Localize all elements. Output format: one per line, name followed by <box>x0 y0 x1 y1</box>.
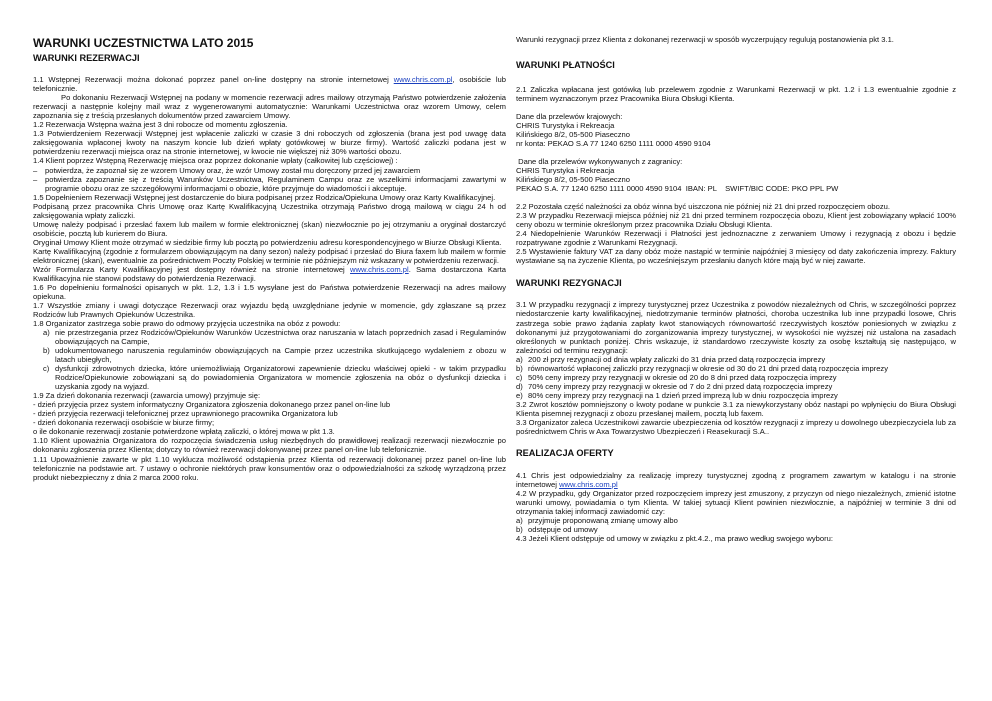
bank-line: Kilińskiego 8/2, 05-500 Piaseczno <box>516 130 630 140</box>
document-title: WARUNKI UCZESTNICTWA LATO 2015 <box>33 36 254 50</box>
paragraph-1-5d: Oryginał Umowy Klient może otrzymać w siedzibie firmy lub pocztą po potwierdzeniu adresu korespondencyjnego w Biurze Obsługi Klienta. <box>33 237 502 247</box>
paragraph-4-2: 4.2 W przypadku, gdy Organizator przed rozpoczęciem imprezy jest zmuszony, z przyczyn od niego niezależnych, zmienić istotne warunki umowy, powiadamia o tym Klienta. W takiej sytuacji Klient powinien niezwłocznie, a najpóźniej w terminie 3 dni od otrzymania takiej informacji zawiadomić czy: <box>516 488 956 516</box>
paragraph-1-6: 1.6 Po dopełnieniu formalności opisanych w pkt. 1.2, 1.3 i 1.5 wysyłane jest do Państwa potwierdzenie Rezerwacji na adres mailowy opiekuna. <box>33 282 506 301</box>
paragraph-1-2: 1.2 Rezerwacja Wstępna ważna jest 3 dni robocze od momentu zgłoszenia. <box>33 120 288 130</box>
website-link[interactable]: www.chris.com.pl <box>350 264 409 274</box>
paragraph-1-5c: Umowę należy podpisać i przesłać faxem lub mailem w formie elektronicznej (skan) niezwłocznie po jej otrzymaniu a oryginał dostarczyć osobiście, pocztą lub kurierem do Biura. <box>33 219 506 238</box>
left-column <box>33 0 506 482</box>
website-link[interactable]: www.chris.com.pl <box>559 479 618 489</box>
paragraph-1-3: 1.3 Potwierdzeniem Rezerwacji Wstępnej jest wpłacenie zaliczki w czasie 3 dni roboczych od zgłoszenia (brana jest pod uwagę data zaksięgowania wpłaconej kwoty na naszym koncie lub dzień wpłaty gotówkowej w biurze firmy). Wartość zaliczki podana jest w potwierdzeniu rezerwacji miejsca oraz na stronie internetowej, w kwocie nie większej niż 30% wartości obozu. <box>33 129 506 157</box>
paragraph-2-4: 2.4 Niedopełnienie Warunków Rezerwacji i Płatności jest jednoznaczne z zerwaniem Umowy i rezygnacją z obozu i będzie rozpatrywane zgodnie z Warunkami Rezygnacji. <box>516 229 956 248</box>
paragraph-1-11: 1.11 Upoważnienie zawarte w pkt 1.10 wyklucza możliwość odstąpienia przez Klienta od rezerwacji dokonanej przez panel on-line lub telefonicznie na podstawie art. 7 ustawy o ochronie niektórych praw konsumentów oraz o odpowiedzialności za szkodę wyrządzoną przez produkt niebezpieczny z dnia 2 marca 2000 roku. <box>33 454 506 482</box>
paragraph-1-8: 1.8 Organizator zastrzega sobie prawo do odmowy przyjęcia uczestnika na obóz z powodu: <box>33 319 341 329</box>
intro-rezygnacja-note: Warunki rezygnacji przez Klienta z dokonanej rezerwacji w sposób wyczerpujący regulują postanowienia pkt 3.1. <box>516 35 894 44</box>
list-item: c) 50% ceny imprezy przy rezygnacji w okresie od 20 do 8 dni przed datą rozpoczęcia imprezy <box>516 372 837 382</box>
bank-line: Dane dla przelewów wykonywanych z zagranicy: <box>516 157 683 167</box>
paragraph-1-7: 1.7 Wszystkie zmiany i uwagi dotyczące Rezerwacji oraz wyjazdu będą uwzględniane jedynie w momencie, gdy zgłaszane są przez Rodziców lub Prawnych Opiekunów Uczestnika. <box>33 300 506 320</box>
paragraph-1-9: 1.9 Za dzień dokonania rezerwacji (zawarcia umowy) przyjmuje się: <box>33 391 261 401</box>
paragraph-1-5b: Podpisaną przez pracownika Chris Umowę oraz Kartę Kwalifikacyjną Uczestnika otrzymają Państwo drogą mailową w ciągu 24 h od zaksięgowania wpłaty zaliczki. <box>33 201 506 220</box>
bank-line: Dane dla przelewów krajowych: <box>516 112 623 122</box>
list-item: a) nie przestrzegania przez Rodziców/Opiekunów Warunków Uczestnictwa oraz naruszania w latach poprzednich zasad i Regulaminów obowiązujących na Campie, <box>43 328 506 347</box>
paragraph-1-10: 1.10 Klient upoważnia Organizatora do rozpoczęcia świadczenia usług niezbędnych do prawidłowej realizacji rezerwacji niezwłocznie po dokonaniu zgłoszenia przez Klienta; dotyczy to również rezerwacji dokonywanej przez panel on-line lub telefonicznie. <box>33 436 506 455</box>
list-line: - dzień przyjęcia rezerwacji telefonicznej przez uprawnionego pracownika Organizatora lub <box>33 409 338 419</box>
right-column <box>516 0 956 543</box>
list-line: o ile dokonanie rezerwacji zostanie potwierdzone wpłatą zaliczki, o której mowa w pkt 1.3. <box>33 427 335 437</box>
paragraph-2-1: 2.1 Zaliczka wpłacana jest gotówką lub przelewem zgodnie z Warunkami Rezerwacji w pkt. 1.2 i 1.3 ewentualnie zgodnie z terminem wyznaczonym przez Pracownika Biura Obsługi Klienta. <box>516 84 956 103</box>
paragraph-3-3: 3.3 Organizator zaleca Uczestnikowi zawarcie ubezpieczenia od kosztów rezygnacji z imprezy u dowolnego ubezpieczyciela lub za pośrednictwem Chris w Axa Towarzystwo Ubezpieczeń i Reasekuracji S.A.. <box>516 417 956 436</box>
website-link[interactable]: www.chris.com.pl <box>393 75 453 85</box>
section-heading-platnosci: WARUNKI PŁATNOŚCI <box>516 60 615 71</box>
paragraph-3-2: 3.2 Zwrot kosztów pomniejszony o kwoty podane w punkcie 3.1 za niewykorzystany obóz nastąpi po wpłynięciu do Biura Obsługi Klienta pisemnej rezygnacji z obozu przesłanej mailem, pocztą lub faxem. <box>516 399 956 418</box>
bank-line: PEKAO S.A. 77 1240 6250 1111 0000 4590 9104 IBAN: PL SWIFT/BIC CODE: PKO PPL PW <box>516 184 839 194</box>
paragraph-1-5e: Kartę Kwalifikacyjną (zgodnie z formularzem obowiązującym na dany sezon) należy podpisać i przesłać do Biura faxem lub mailem w formie elektronicznej (skan), ewentualnie za pośrednictwem Poczty Polskiej w terminie nie późniejszym niż wskazany w potwierdzeniu rezerwacji. <box>33 246 506 265</box>
section-heading-realizacja: REALIZACJA OFERTY <box>516 447 614 458</box>
list-line: - dzień dokonania rezerwacji osobiście w biurze firmy; <box>33 418 215 428</box>
list-line: - dzień przyjęcia przez system informatyczny Organizatora zgłoszenia dokonanego przez panel on-line lub <box>33 400 391 410</box>
paragraph-1-1: 1.1 Wstępnej Rezerwacji można dokonać poprzez panel on-line dostępny na stronie internetowej www.chris.com.pl, osobiście lub telefonicznie. <box>33 75 507 94</box>
dash-item-1: – potwierdza, że zapoznał się ze wzorem Umowy oraz, że wzór Umowy został mu doręczony przed jej zawarciem <box>33 166 506 175</box>
list-item: b) równowartość wpłaconej zaliczki przy rezygnacji w okresie od 30 do 21 dni przed datą rozpoczęcia imprezy <box>516 363 889 373</box>
list-item: a) 200 zł przy rezygnacji od dnia wpłaty zaliczki do 31 dnia przed datą rozpoczęcia imprezy <box>516 354 826 364</box>
paragraph-1-5: 1.5 Dopełnieniem Rezerwacji Wstępnej jest dostarczenie do biura podpisanej przez Rodzica/Opiekuna Umowy oraz Karty Kwalifikacyjnej. <box>33 192 496 202</box>
bank-line: Kilińskiego 8/2, 05-500 Piaseczno <box>516 175 630 185</box>
section-heading-rezerwacji: WARUNKI REZERWACJI <box>33 53 140 64</box>
paragraph-2-2: 2.2 Pozostała część należności za obóz winna być uiszczona nie później niż 21 dni przed rozpoczęciem obozu. <box>516 202 890 212</box>
list-item: a) przyjmuje proponowaną zmianę umowy albo <box>516 516 678 525</box>
section-heading-rezygnacji: WARUNKI REZYGNACJI <box>516 277 622 288</box>
list-item: e) 80% ceny imprezy przy rezygnacji na 1 dzień przed imprezą lub w dniu rozpoczęcia imprezy <box>516 390 838 400</box>
paragraph-4-3: 4.3 Jeżeli Klient odstępuje od umowy w związku z pkt.4.2., ma prawo według swojego wyboru: <box>516 534 833 544</box>
list-item: b) udokumentowanego naruszenia regulaminów obowiązujących na Campie przez uczestnika skutkującego wydaleniem z obozu w latach ubiegłych, <box>43 346 506 365</box>
paragraph-2-3: 2.3 W przypadku Rezerwacji miejsca później niż 21 dni przed terminem rozpoczęcia obozu, Klient jest zobowiązany wpłacić 100% ceny obozu w terminie określonym przez pracownika Działu Obsługi Klienta. <box>516 211 956 230</box>
paragraph-2-5: 2.5 Wystawienie faktury VAT za dany obóz może nastąpić w terminie najpóźniej 3 miesięcy od daty zakończenia imprezy. Faktury wystawiane są na życzenie Klienta, po wcześniejszym przesłaniu danych które mają być w niej zawarte. <box>516 247 956 266</box>
list-item: b) odstępuje od umowy <box>516 525 598 535</box>
bank-line: CHRIS Turystyka i Rekreacja <box>516 166 615 176</box>
paragraph-3-1: 3.1 W przypadku rezygnacji z imprezy turystycznej przez Uczestnika z powodów niezależnych od Chris, w szczególności poprzez niedostarczenie karty kwalifikacyjnej, niedotrzymanie terminów płatności, choroba uczestnika lub inne przypadki losowe, Chris zastrzega sobie prawo żądania zapłaty kwot stanowiących równowartość rzeczywistych kosztów poniesionych w związku z dokonanymi już przygotowaniami do zorganizowania imprezy turystycznej, w wysokości nie wyższej niż ustalona na zasadach określonych w punktach poniżej. Chris wskazuje, iż standardowo rzeczywiste koszty za osobę kształtują się następująco, w zależności od terminu rezygnacji: <box>516 300 956 355</box>
list-item: c) dysfunkcji zdrowotnych dziecka, które uniemożliwiają Organizatorowi zapewnienie dziecku właściwej opieki - w takim przypadku Rodzice/Opiekunowie zobowiązani są do powiadomienia Organizatora w momencie zgłoszenia na obóz o dysfunkcji dziecka i uzyskania zgody na wyjazd. <box>43 364 506 392</box>
dash-item-2: – potwierdza zapoznanie się z treścią Warunków Uczestnictwa, Regulaminem Campu oraz ze wszelkimi informacjami zawartymi w programie obozu oraz ze szczegółowymi informacjami o obozie, które przyjmuje do wiadomości i akceptuje. <box>33 175 506 193</box>
paragraph-1-4: 1.4 Klient poprzez Wstępną Rezerwację miejsca oraz poprzez dokonanie wpłaty (całkowitej lub częściowej) : <box>33 156 398 166</box>
paragraph-1-5f: Wzór Formularza Karty Kwalifikacyjnej jest dostępny również na stronie internetowej www.chris.com.pl. Sama dostarczona Karta Kwalifikacyjna nie stanowi podstawy do potwierdzenia Rezerwacji. <box>33 264 506 283</box>
bank-line: nr konta: PEKAO S.A 77 1240 6250 1111 0000 4590 9104 <box>516 139 711 149</box>
bank-line: CHRIS Turystyka i Rekreacja <box>516 121 615 131</box>
paragraph-4-1: 4.1 Chris jest odpowiedzialny za realizację imprezy turystycznej zgodną z programem zawartym w katalogu i na stronie internetowej www.chris.com.pl <box>516 470 956 489</box>
paragraph-1-1b: Po dokonaniu Rezerwacji Wstępnej na podany w momencie rezerwacji adres mailowy otrzymają Państwo potwierdzenie założenia rezerwacji a następnie kolejny mail wraz z wygenerowanymi automatycznie: Warunkami Uczestnictwa oraz wzorem Umowy, celem zapoznania się z treścią przesłanych dokumentów przed zawarciem Umowy. <box>33 93 506 121</box>
list-item: d) 70% ceny imprezy przy rezygnacji w okresie od 7 do 2 dni przed datą rozpoczęcia imprezy <box>516 381 833 391</box>
